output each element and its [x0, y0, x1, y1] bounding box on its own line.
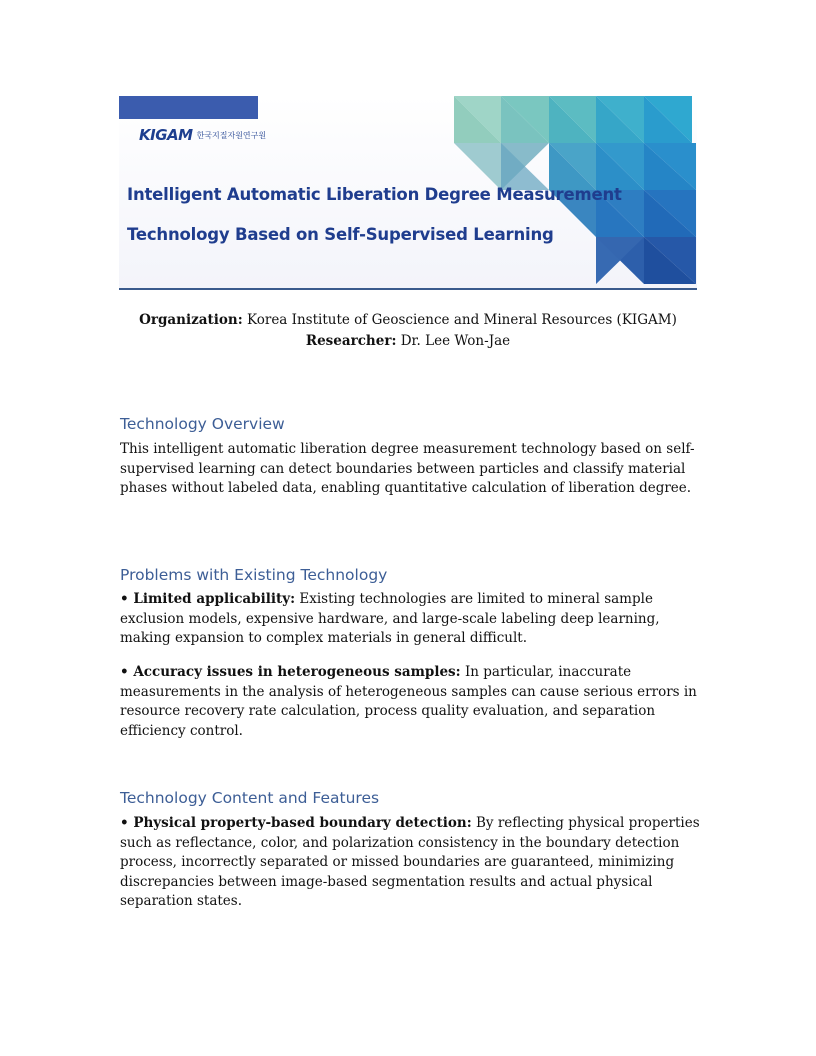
features-heading: Technology Content and Features — [120, 789, 380, 807]
header-banner — [119, 96, 697, 288]
researcher-label: Researcher: — [305, 333, 397, 349]
problem-item-limited-applicability — [120, 590, 704, 649]
feature-item-boundary-detection — [120, 814, 704, 912]
organization-line — [0, 310, 816, 331]
document-meta — [0, 310, 816, 352]
problems-heading: Problems with Existing Technology — [120, 566, 388, 584]
banner-divider — [119, 288, 697, 290]
organization-label: Organization: — [139, 312, 243, 328]
researcher-value: Dr. Lee Won-Jae — [400, 333, 511, 349]
banner-title-line-2: Technology Based on Self-Supervised Learning — [127, 225, 554, 244]
problem-item-accuracy — [120, 663, 704, 741]
problem-item-text: In particular, inaccurate measurements in the analysis of heterogeneous samples can cause serious errors in resource recovery rate calculation, process quality evaluation, and separation efficiency control. — [120, 664, 697, 739]
feature-item-label: • Physical property-based boundary detection: — [120, 815, 472, 831]
feature-item-text: By reflecting physical properties such as reflectance, color, and polarization consistency in the boundary detection process, incorrectly separated or missed boundaries are guaranteed, minimizing discrepancies between image-based segmentation results and actual physical separation states. — [120, 815, 700, 909]
overview-heading: Technology Overview — [120, 415, 285, 433]
problem-item-label: • Accuracy issues in heterogeneous samples: — [120, 664, 461, 680]
problem-item-text: Existing technologies are limited to mineral sample exclusion models, expensive hardware, and large-scale labeling deep learning, making expansion to complex materials in general difficult. — [120, 591, 660, 646]
problem-item-label: • Limited applicability: — [120, 591, 296, 607]
overview-paragraph: This intelligent automatic liberation degree measurement technology based on self-supervised learning can detect boundaries between particles and classify material phases without labeled data, enabling quantitative calculation of liberation degree. — [120, 441, 695, 496]
organization-value: Korea Institute of Geoscience and Mineral Resources (KIGAM) — [247, 312, 677, 328]
researcher-line — [0, 331, 816, 352]
banner-title-line-1: Intelligent Automatic Liberation Degree Measurement — [127, 185, 622, 204]
kigam-logo — [139, 126, 266, 144]
logo-korean-name: 한국지질자원연구원 — [196, 130, 267, 140]
logo-wordmark: KIGAM — [139, 126, 193, 144]
